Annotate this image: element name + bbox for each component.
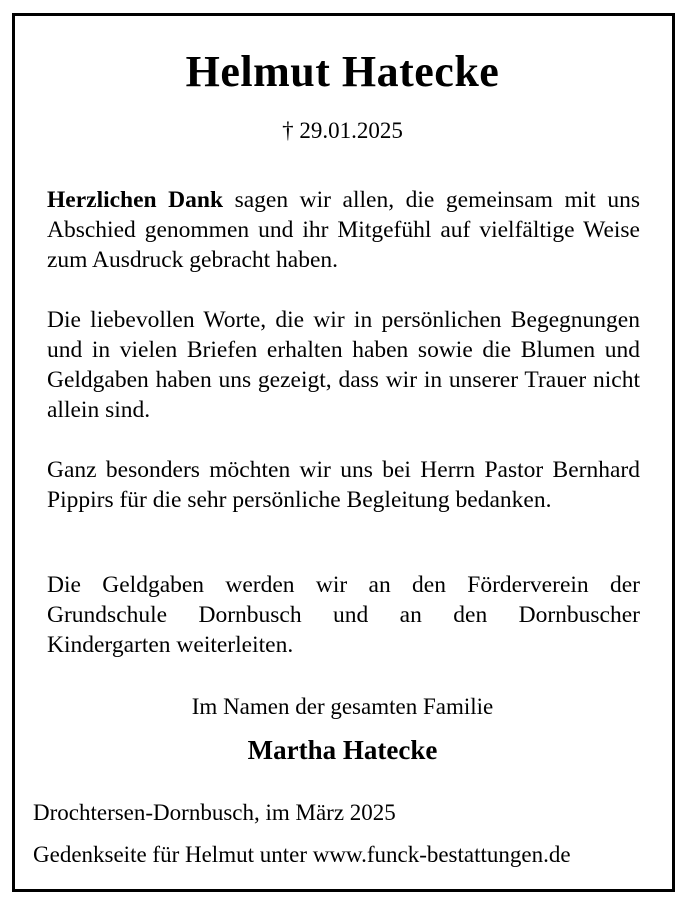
thanks-lead: Herzlichen Dank	[47, 187, 224, 213]
signer-name: Martha Hatecke	[247, 735, 438, 765]
thanks-text: sagen wir allen, die gemeinsam mit uns Abschied genommen und ihr Mitgefühl auf vielfältige Weise zum Ausdruck gebracht haben.	[47, 187, 640, 273]
thanks-paragraph	[47, 185, 640, 275]
condolence-paragraph: Die liebevollen Worte, die wir in persönlichen Begegnungen und in vielen Briefen erhalten haben sowie die Blumen und Geldgaben haben uns gezeigt, dass wir in unserer Trauer nicht allein sind.	[47, 307, 640, 423]
donation-paragraph: Die Geldgaben werden wir an den Förderverein der Grundschule Dornbusch und an den Dornbuscher Kindergarten weiterleiten.	[47, 572, 640, 658]
place-date: Drochtersen-Dornbusch, im März 2025	[33, 800, 396, 825]
memorial-link-text: Gedenkseite für Helmut unter www.funck-bestattungen.de	[33, 842, 571, 867]
death-date: † 29.01.2025	[282, 118, 403, 143]
deceased-name: Helmut Hatecke	[185, 47, 500, 96]
pastor-paragraph: Ganz besonders möchten wir uns bei Herrn Pastor Bernhard Pippirs für die sehr persönliche Begleitung bedanken.	[47, 457, 640, 513]
family-line: Im Namen der gesamten Familie	[191, 694, 494, 719]
